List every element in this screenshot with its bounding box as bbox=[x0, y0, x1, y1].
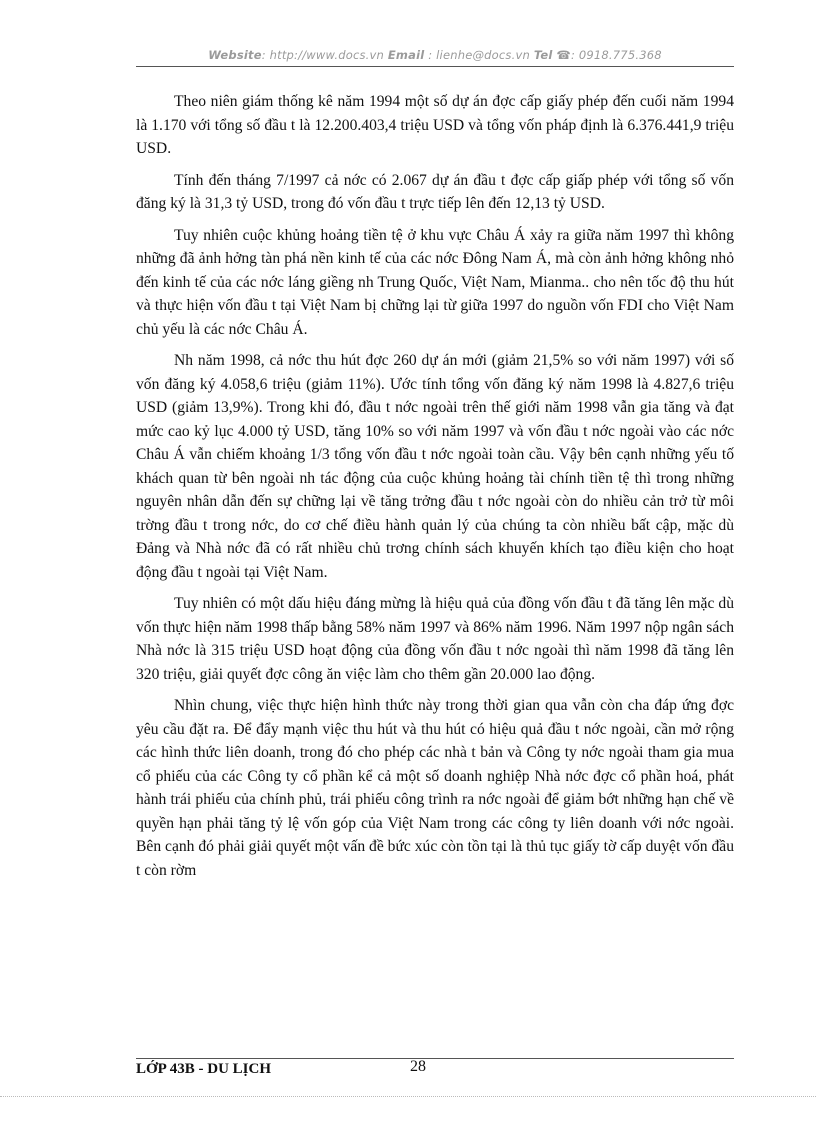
footer-divider bbox=[136, 1058, 734, 1059]
footer-class-label: LỚP 43B - DU LỊCH bbox=[136, 1061, 272, 1077]
paragraph-1: Theo niên giám thống kê năm 1994 một số dự án đợc cấp giấy phép đến cuối năm 1994 là 1.170 với tổng số đầu t là 12.200.403,4 triệu USD và tổng vốn pháp định là 6.376.441,9 triệu USD. bbox=[136, 93, 734, 157]
page-header bbox=[136, 48, 734, 62]
email-value[interactable]: : lienhe@docs.vn bbox=[428, 48, 530, 62]
website-label: Website bbox=[208, 48, 262, 62]
tel-label: Tel bbox=[533, 48, 553, 62]
page-number: 28 bbox=[410, 1058, 426, 1075]
page-bottom-border bbox=[0, 1096, 816, 1097]
email-label: Email bbox=[387, 48, 425, 62]
paragraph-3: Tuy nhiên cuộc khủng hoảng tiền tệ ở khu vực Châu Á xảy ra giữa năm 1997 thì không những đã ảnh hởng tàn phá nền kinh tế của các nớc Đông Nam Á, mà còn ảnh hởng không nhỏ đến kinh tế của các nớc láng giềng nh Trung Quốc, Việt Nam, Mianma.. cho nên tốc độ thu hút và thực hiện vốn đầu t tại Việt Nam bị chững lại từ giữa 1997 do nguồn vốn FDI cho Việt Nam chủ yếu là các nớc Châu Á. bbox=[136, 226, 734, 338]
website-value[interactable]: : http://www.docs.vn bbox=[261, 48, 385, 62]
paragraph-2: Tính đến tháng 7/1997 cả nớc có 2.067 dự án đầu t đợc cấp giấp phép với tổng số vốn đăng ký là 31,3 tỷ USD, trong đó vốn đầu t trực tiếp lên đến 12,13 tỷ USD. bbox=[136, 171, 734, 212]
paragraph-4: Nh năm 1998, cả nớc thu hút đợc 260 dự án mới (giảm 21,5% so với năm 1997) với số vốn đăng ký 4.058,6 triệu (giảm 11%). Ước tính tổng vốn đăng ký năm 1998 là 4.827,6 triệu USD (giảm 13,9%). Trong khi đó, đầu t nớc ngoài trên thế giới năm 1998 vẫn gia tăng và đạt mức cao kỷ lục 4.000 tỷ USD, tăng 10% so với năm 1997 và vốn đầu t nớc ngoài vào các nớc Châu Á vẫn chiếm khoảng 1/3 tổng vốn đầu t nớc ngoài toàn cầu. Vậy bên cạnh những yếu tố khách quan từ bên ngoài nh tác động của cuộc khủng hoảng tài chính tiền tệ thì trong những nguyên nhân dẫn đến sự chững lại về tăng trởng đầu t nớc ngoài còn do nhiều cản trở từ môi trờng đầu t trong nớc, do cơ chế điều hành quản lý của chúng ta còn nhiều bất cập, mặc dù Đảng và Nhà nớc đã có rất nhiều chủ trơng chính sách khuyến khích tạo điều kiện cho hoạt động đầu t ngoài tại Việt Nam. bbox=[136, 352, 734, 581]
phone-icon: ☎ bbox=[556, 48, 571, 62]
paragraph-5: Tuy nhiên có một dấu hiệu đáng mừng là hiệu quả của đồng vốn đầu t đã tăng lên mặc dù vốn thực hiện năm 1998 thấp bằng 58% năm 1997 và 86% năm 1996. Năm 1997 nộp ngân sách Nhà nớc là 315 triệu USD hoạt động của đồng vốn đầu t nớc ngoài thì năm 1998 đã tăng lên 320 triệu, giải quyết đợc công ăn việc làm cho thêm gần 20.000 lao động. bbox=[136, 595, 734, 683]
header-divider bbox=[136, 66, 734, 67]
document-body bbox=[136, 90, 734, 890]
paragraph-6: Nhìn chung, việc thực hiện hình thức này trong thời gian qua vẫn còn cha đáp ứng đợc yêu cầu đặt ra. Để đẩy mạnh việc thu hút và thu hút có hiệu quả đầu t nớc ngoài, cần mở rộng các hình thức liên doanh, trong đó cho phép các nhà t bản và Công ty nớc ngoài tham gia mua cổ phiếu của các Công ty cổ phần kể cả một số doanh nghiệp Nhà nớc đợc cổ phần hoá, phát hành trái phiếu của chính phủ, trái phiếu công trình ra nớc ngoài để giảm bớt những hạn chế về quyền hạn phải tăng tỷ lệ vốn góp của Việt Nam trong các công ty liên doanh với nớc ngoài. Bên cạnh đó phải giải quyết một vấn đề bức xúc còn tồn tại là thủ tục giấy tờ cấp duyệt vốn đầu t còn rờm bbox=[136, 697, 734, 879]
tel-value: : 0918.775.368 bbox=[570, 48, 662, 62]
